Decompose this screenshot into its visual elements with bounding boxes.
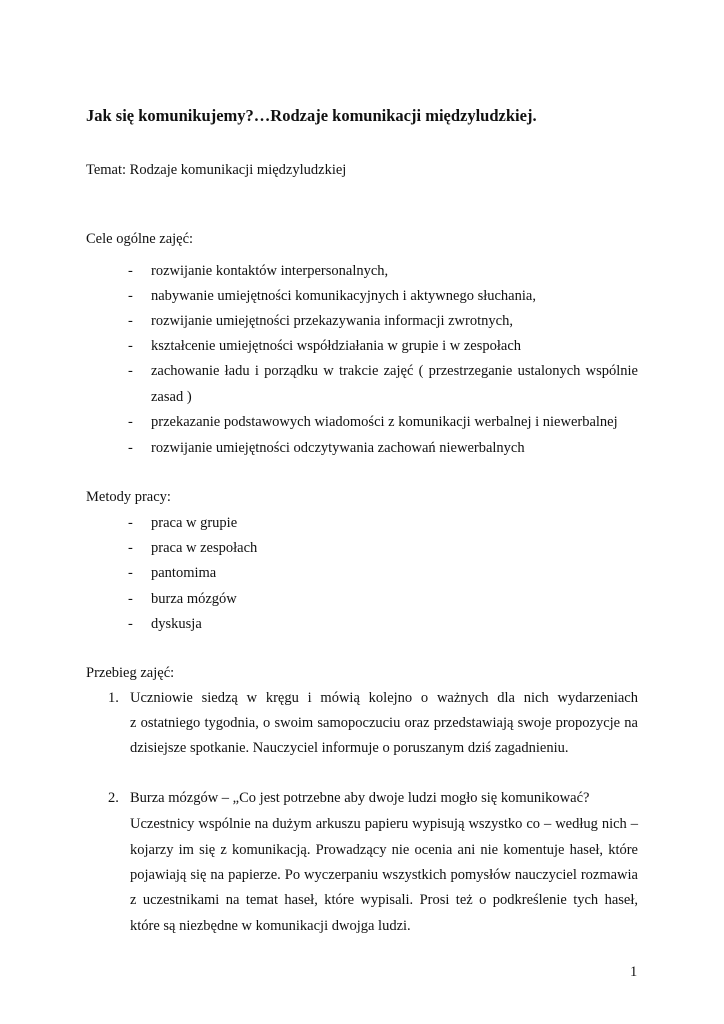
step-text-line: z uczestnikami na temat haseł, które wypisali. Prosi też o podkreślenie tych haseł, [130,892,638,908]
method-item: pantomima [151,565,217,581]
goal-item: rozwijanie umiejętności przekazywania informacji zwrotnych, [151,313,513,329]
goal-item: rozwijanie umiejętności odczytywania zachowań niewerbalnych [151,440,525,456]
goal-bullet: - [128,263,133,279]
topic-line: Temat: Rodzaje komunikacji międzyludzkiej [86,162,347,178]
method-bullet: - [128,565,133,581]
goal-item: kształcenie umiejętności współdziałania w grupie i w zespołach [151,338,522,354]
goal-bullet: - [128,313,133,329]
method-bullet: - [128,540,133,556]
step-text-line: Burza mózgów – „Co jest potrzebne aby dwoje ludzi mogło się komunikować? [130,790,590,806]
goal-bullet: - [128,288,133,304]
document-title: Jak się komunikujemy?…Rodzaje komunikacji międzyludzkiej. [86,106,537,125]
step-text-line: kojarzy im się z komunikacją. Prowadzący nie ocenia ani nie komentuje haseł, które [130,842,638,858]
step-text-line: Uczestnicy wspólnie na dużym arkuszu papieru wypisują wszystko co – według nich – [130,816,638,832]
goal-item: nabywanie umiejętności komunikacyjnych i aktywnego słuchania, [151,288,536,304]
goal-item-continuation: zasad ) [151,389,192,405]
method-item: praca w zespołach [151,540,258,556]
goal-item: zachowanie ładu i porządku w trakcie zajęć ( przestrzeganie ustalonych wspólnie [151,363,638,379]
goal-bullet: - [128,363,133,379]
page-number: 1 [630,964,638,980]
step-text-line: pojawiają się na papierze. Po wyczerpaniu wszystkich pomysłów nauczyciel rozmawia [130,867,638,883]
method-bullet: - [128,616,133,632]
method-bullet: - [128,591,133,607]
goal-bullet: - [128,338,133,354]
step-text-line: dzisiejsze spotkanie. Nauczyciel informuje o poruszanym dziś zagadnieniu. [130,740,569,756]
method-item: praca w grupie [151,515,238,531]
goal-bullet: - [128,440,133,456]
step-text-line: z ostatniego tygodnia, o swoim samopoczuciu oraz przedstawiają swoje propozycje na [130,715,638,731]
step-number: 2. [108,790,119,806]
method-bullet: - [128,515,133,531]
method-item: dyskusja [151,616,202,632]
goal-bullet: - [128,414,133,430]
step-number: 1. [108,690,119,706]
goal-item: rozwijanie kontaktów interpersonalnych, [151,263,389,279]
procedure-heading: Przebieg zajęć: [86,665,175,681]
method-item: burza mózgów [151,591,237,607]
methods-heading: Metody pracy: [86,489,171,505]
step-text-line: Uczniowie siedzą w kręgu i mówią kolejno o ważnych dla nich wydarzeniach [130,690,638,706]
goals-heading: Cele ogólne zajęć: [86,231,194,247]
goal-item: przekazanie podstawowych wiadomości z komunikacji werbalnej i niewerbalnej [151,414,618,430]
step-text-line: które są niezbędne w komunikacji dwojga ludzi. [130,918,411,934]
